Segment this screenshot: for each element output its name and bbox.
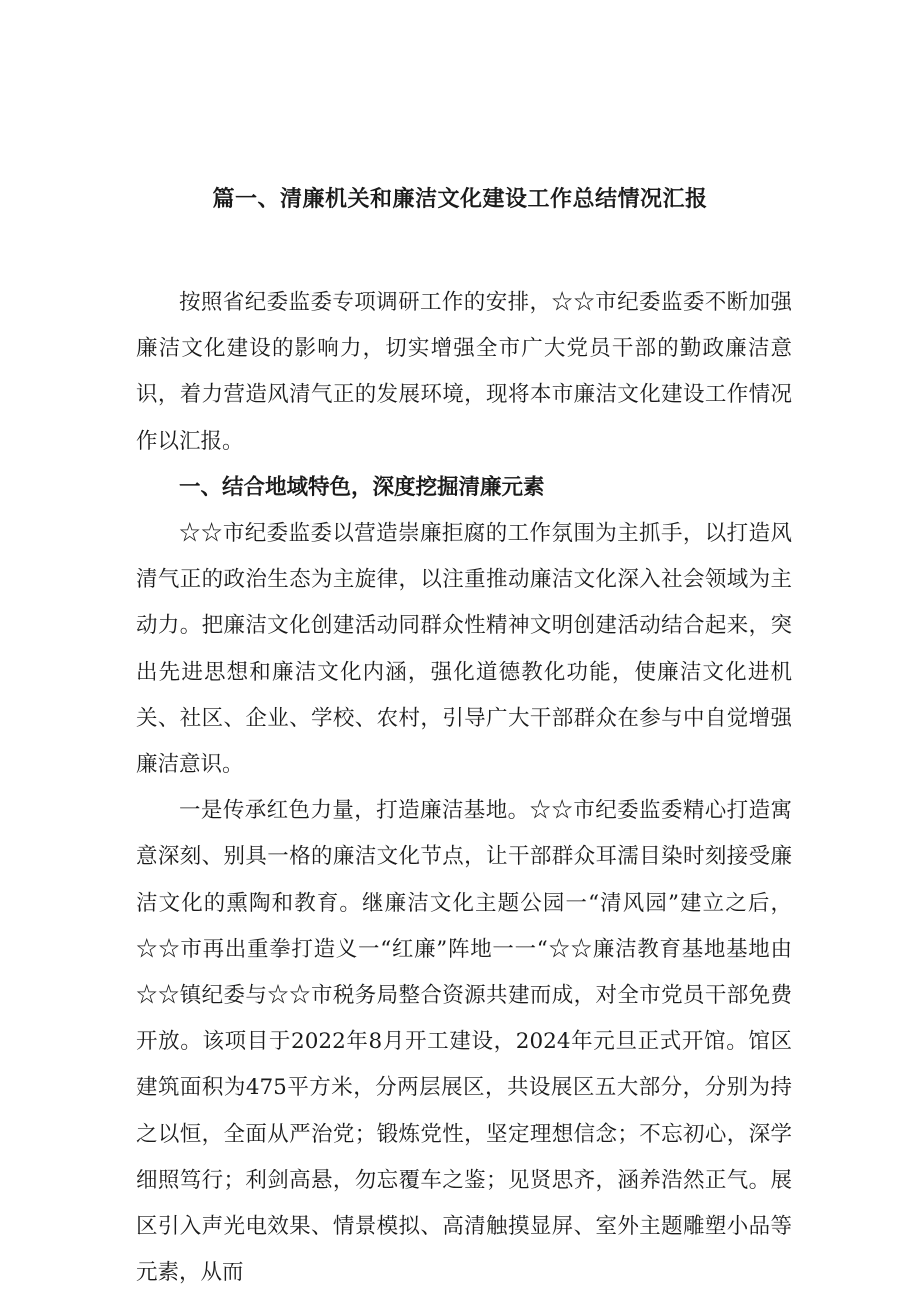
document-body (136, 280, 792, 1296)
section-heading: 一、结合地域特色，深度挖掘清廉元素 (179, 474, 545, 500)
document-title: 篇一、清廉机关和廉洁文化建设工作总结情况汇报 (212, 186, 708, 212)
intro-paragraph: 按照省纪委监委专项调研工作的安排，☆☆市纪委监委不断加强廉洁文化建设的影响力，切实增强全市广大党员干部的勤政廉洁意识，着力营造风清气正的发展环境，现将本市廉洁文化建设工作情况作以汇报。 (136, 290, 792, 454)
section-paragraph: ☆☆市纪委监委以营造崇廉拒腐的工作氛围为主抓手，以打造风清气正的政治生态为主旋律，以注重推动廉洁文化深入社会领域为主动力。把廉洁文化创建活动同群众性精神文明创建活动结合起来，突出先进思想和廉洁文化内涵，强化道德教化功能，使廉洁文化进机关、社区、企业、学校、农村，引导广大干部群众在参与中自觉增强廉洁意识。 (136, 521, 792, 778)
base-paragraph: 一是传承红色力量，打造廉洁基地。☆☆市纪委监委精心打造寓意深刻、别具一格的廉洁文化节点，让干部群众耳濡目染时刻接受廉洁文化的熏陶和教育。继廉洁文化主题公园一“清风园”建立之后，☆☆市再出重拳打造义一“红廉”阵地一一“☆☆廉洁教育基地基地由☆☆镇纪委与☆☆市税务局整合资源共建而成，对全市党员干部免费开放。该项目于2022年8月开工建设，2024年元旦正式开馆。馆区建筑面积为475平方米，分两层展区，共设展区五大部分，分别为持之以恒，全面从严治党；锻炼党性，坚定理想信念；不忘初心，深学细照笃行；利剑高悬，勿忘覆车之鉴；见贤思齐，涵养浩然正气。展区引入声光电效果、情景模拟、高清触摸显屏、室外主题雕塑小品等元素，从而 (136, 798, 792, 1286)
